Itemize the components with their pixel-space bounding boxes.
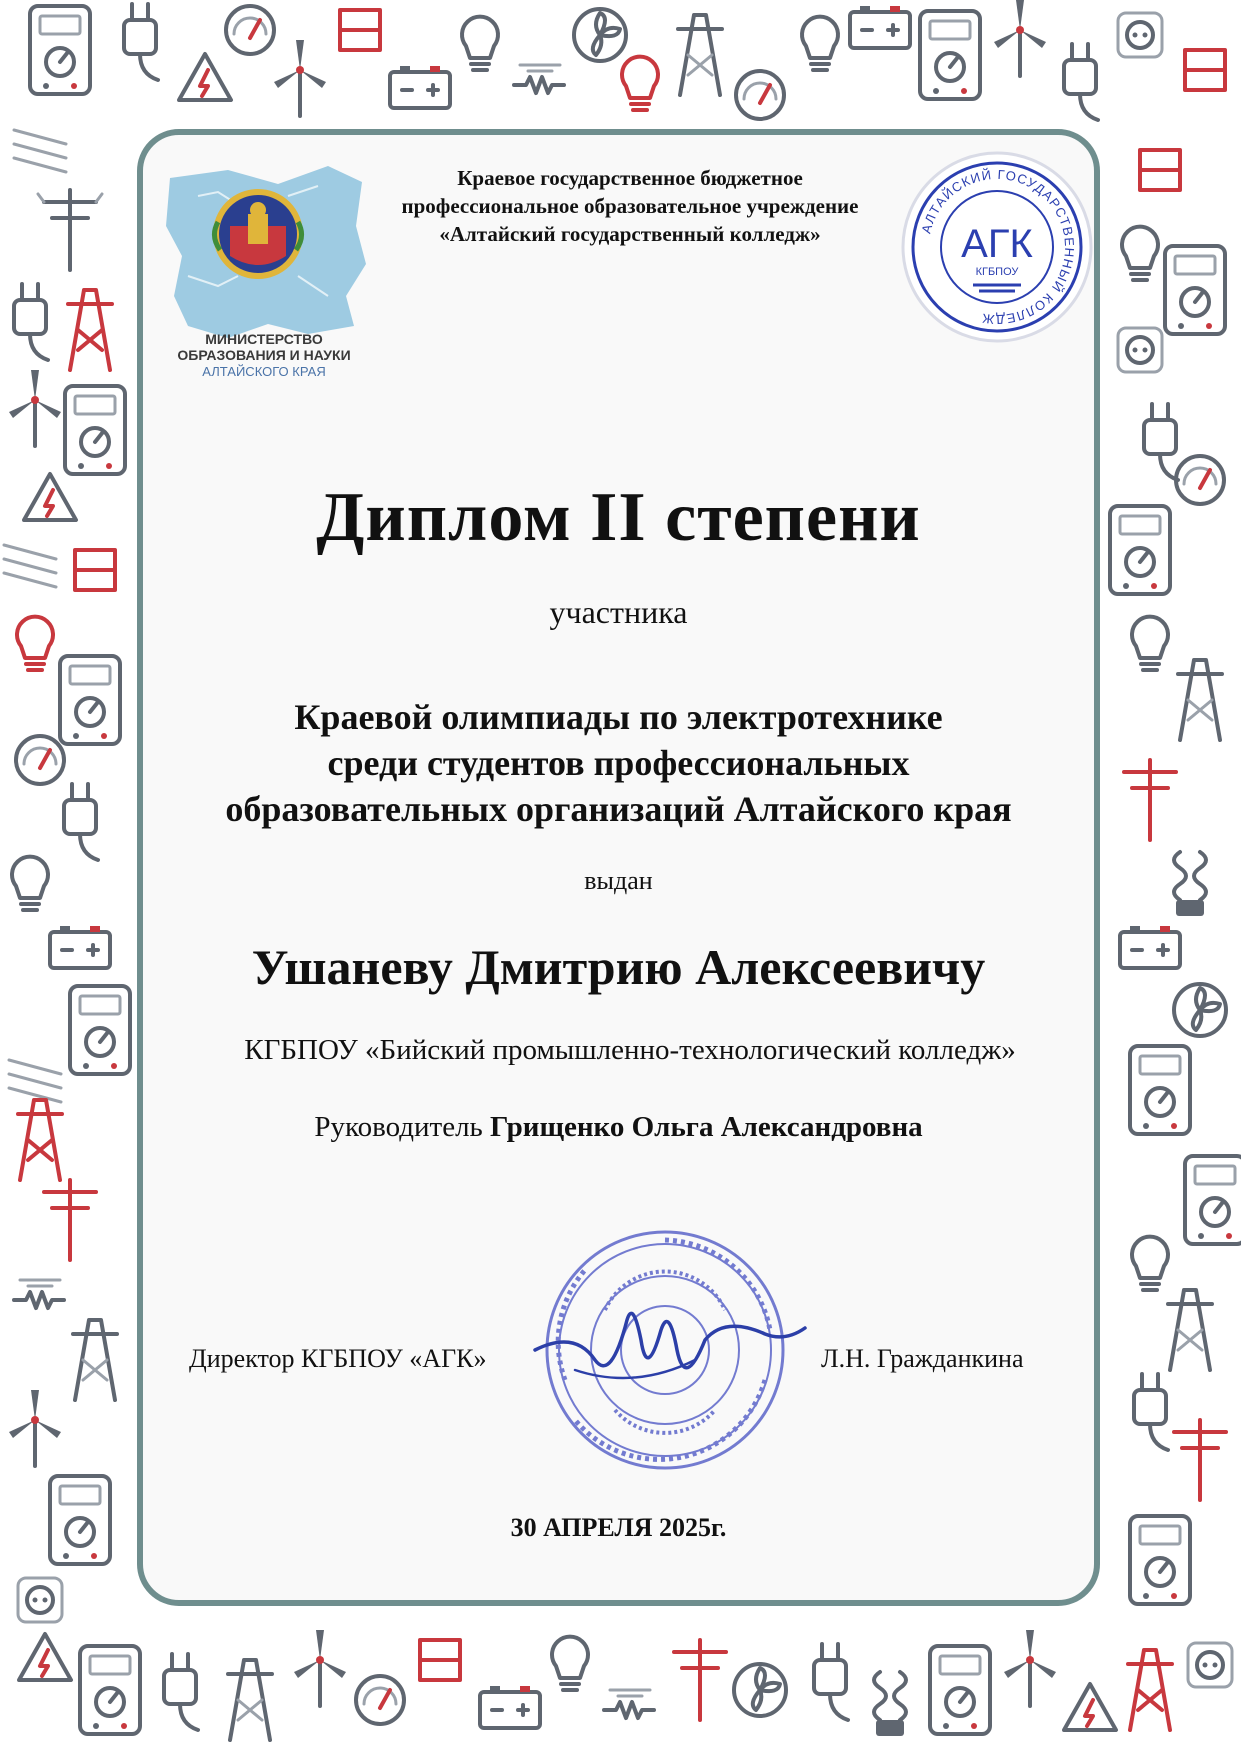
- ministry-logo-line1: МИНИСТЕРСТВО: [205, 331, 323, 347]
- issued-label: выдан: [584, 866, 653, 895]
- issue-date: 30 АПРЕЛЯ 2025г.: [510, 1513, 727, 1542]
- director-label: Директор КГБПОУ «АГК»: [189, 1344, 487, 1373]
- supervisor-name: Грищенко Ольга Александровна: [490, 1111, 923, 1143]
- participant-label: участника: [549, 594, 688, 630]
- college-seal-logo: [899, 149, 1095, 345]
- seal-abbr: АГК: [961, 222, 1033, 266]
- director-name: Л.Н. Гражданкина: [821, 1344, 1024, 1373]
- event-line2: среди студентов профессиональных: [327, 743, 910, 783]
- recipient-organization: КГБПОУ «Бийский промышленно-технологический колледж»: [244, 1034, 1016, 1066]
- ministry-logo-line3: АЛТАЙСКОГО КРАЯ: [202, 364, 326, 379]
- event-name: [137, 694, 1100, 832]
- official-stamp: [515, 1210, 815, 1490]
- event-line1: Краевой олимпиады по электротехнике: [294, 697, 943, 737]
- ministry-logo-line2: ОБРАЗОВАНИЯ И НАУКИ: [177, 347, 351, 363]
- seal-sub: КГБПОУ: [975, 266, 1019, 278]
- supervisor-label: Руководитель: [314, 1111, 483, 1143]
- seal-ring-text: АЛТАЙСКИЙ ГОСУДАРСТВЕННЫЙ КОЛЛЕДЖ: [918, 166, 1078, 328]
- header-line3: «Алтайский государственный колледж»: [439, 222, 821, 246]
- header-line2: профессиональное образовательное учреждение: [401, 194, 859, 218]
- header-line1: Краевое государственное бюджетное: [457, 166, 803, 190]
- event-line3: образовательных организаций Алтайского края: [225, 789, 1012, 829]
- recipient-name: Ушаневу Дмитрию Алексеевичу: [251, 939, 986, 995]
- diploma-title: Диплом II степени: [316, 479, 921, 556]
- ministry-logo: [158, 156, 370, 381]
- institution-header: [360, 164, 900, 248]
- supervisor-line: [137, 1111, 1100, 1144]
